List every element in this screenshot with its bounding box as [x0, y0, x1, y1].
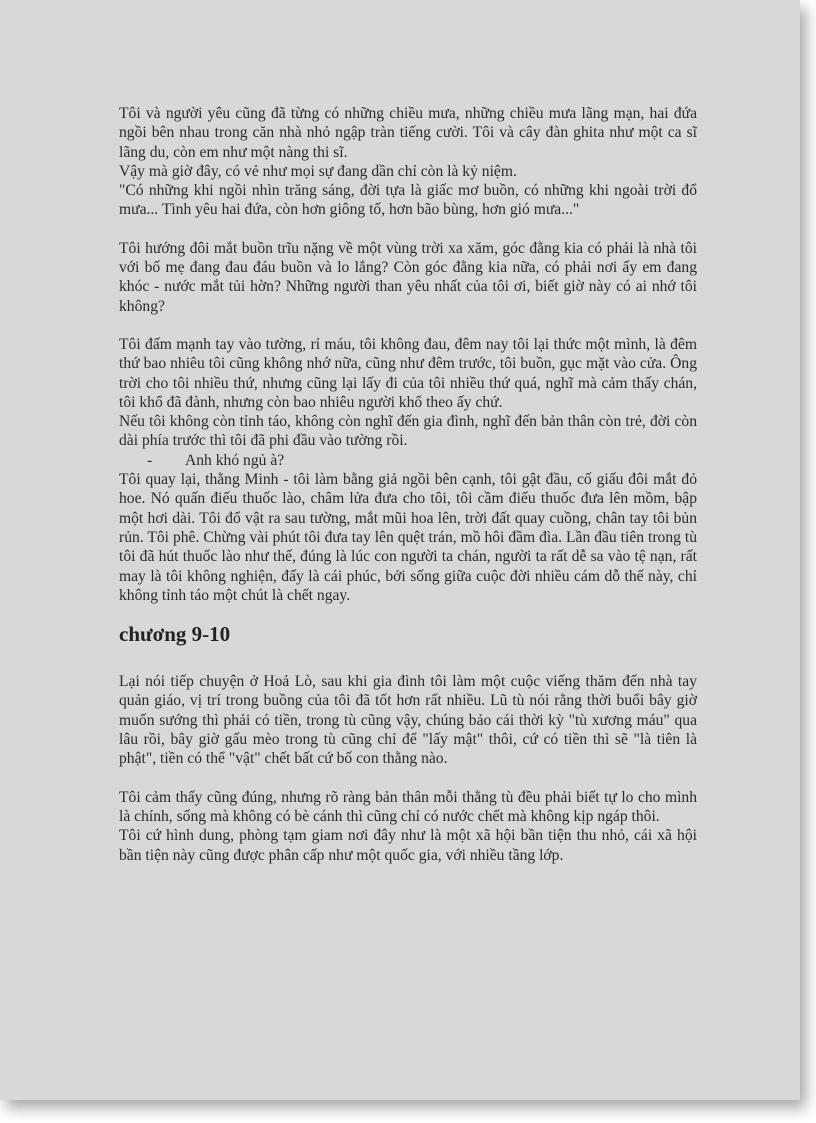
chapter-heading: chương 9-10	[119, 622, 231, 647]
paragraph-gap	[119, 769, 697, 788]
paragraph-gap	[119, 220, 697, 239]
page-content	[119, 104, 697, 865]
paragraph: Nếu tôi không còn tỉnh táo, không còn nghĩ đến gia đình, nghĩ đến bản thân còn trẻ, đời còn dài phía trước thì tôi đã phi đầu vào tường rồi.	[119, 413, 697, 450]
paragraph: Lại nói tiếp chuyện ở Hoả Lò, sau khi gia đình tôi làm một cuộc viếng thăm đến nhà tay quản giáo, vị trí trong buồng của tôi đã tốt hơn rất nhiều. Lũ tù nói rằng thời buổi bây giờ muốn sướng thì phải có tiền, trong tù cũng vậy, chúng bảo cái thời kỳ "tù xương máu" qua lâu rồi, bây giờ gấu mèo trong tù cũng chỉ để "lấy mật" thôi, cứ có tiền thì sẽ "là tiên là phật", tiền có thể "vật" chết bất cứ bố con thằng nào.	[119, 673, 697, 768]
paragraph: Tôi và người yêu cũng đã từng có những chiều mưa, những chiều mưa lãng mạn, hai đứa ngồi bên nhau trong căn nhà nhỏ ngập tràn tiếng cười. Tôi và cây đàn ghita như một ca sĩ lãng du, còn em như một nàng thi sĩ.	[119, 105, 697, 161]
dialogue-line	[119, 451, 697, 470]
paragraph: Vậy mà giờ đây, có vẻ như mọi sự đang dần chỉ còn là kỷ niệm.	[119, 162, 517, 180]
paragraph: Tôi cứ hình dung, phòng tạm giam nơi đây như là một xã hội bần tiện thu nhỏ, cái xã hội bần tiện này cũng được phân cấp như một quốc gia, với nhiều tầng lớp.	[119, 827, 697, 864]
dialogue-dash: -	[147, 451, 153, 469]
paragraph: Tôi quay lại, thằng Minh - tôi làm bằng giả ngồi bên cạnh, tôi gật đầu, cố giấu đôi mắt đỏ hoe. Nó quấn điếu thuốc lào, châm lửa đưa cho tôi, tôi cầm điếu thuốc đưa lên mồm, bập một hơi dài. Tôi đổ vật ra sau tường, mắt mũi hoa lên, trời đất quay cuồng, chân tay tôi bủn rủn. Tôi phê. Chừng vài phút tôi đưa tay lên quệt trán, mồ hôi đầm đìa. Lần đầu tiên trong tù tôi đã hút thuốc lào như thế, đúng là lúc con người ta chán, người ta rất dễ sa vào tệ nạn, rất may là tôi không nghiện, đấy là cái phúc, bởi sống giữa cuộc đời nhiều cám dỗ thế này, chỉ không tỉnh táo một chút là chết ngay.	[119, 471, 697, 604]
paragraph: Tôi hướng đôi mắt buồn trĩu nặng về một vùng trời xa xăm, góc đằng kia có phải là nhà tôi với bố mẹ đang đau đáu buồn và lo lắng? Còn góc đằng kia nữa, có phải nơi ấy em đang khóc - nước mắt tủi hờn? Những người than yêu nhất của tôi ơi, biết giờ này có ai nhớ tôi không?	[119, 239, 697, 315]
quote-paragraph: "Có những khi ngồi nhìn trăng sáng, đời tựa là giấc mơ buồn, có những khi ngoài trời đổ mưa... Tình yêu hai đứa, còn hơn giông tố, hơn bão bùng, hơn gió mưa..."	[119, 182, 697, 219]
paragraph: Tôi cảm thấy cũng đúng, nhưng rõ ràng bản thân mỗi thằng tù đều phải biết tự lo cho mình là chính, sống mà không có bè cánh thì cũng chỉ có nước chết mà không kịp ngáp thôi.	[119, 788, 697, 825]
paragraph: Tôi đấm mạnh tay vào tường, rỉ máu, tôi không đau, đêm nay tôi lại thức một mình, là đêm thứ bao nhiêu tôi cũng không nhớ nữa, cũng như đêm trước, tôi buồn, gục mặt vào cửa. Ông trời cho tôi nhiều thứ, nhưng cũng lại lấy đi của tôi nhiều thứ quá, nghĩ mà cảm thấy chán, tôi khổ đã đành, nhưng còn bao nhiêu người khổ theo ấy chứ.	[119, 335, 697, 411]
dialogue-text: Anh khó ngủ à?	[185, 451, 285, 469]
paragraph-gap	[119, 316, 697, 335]
